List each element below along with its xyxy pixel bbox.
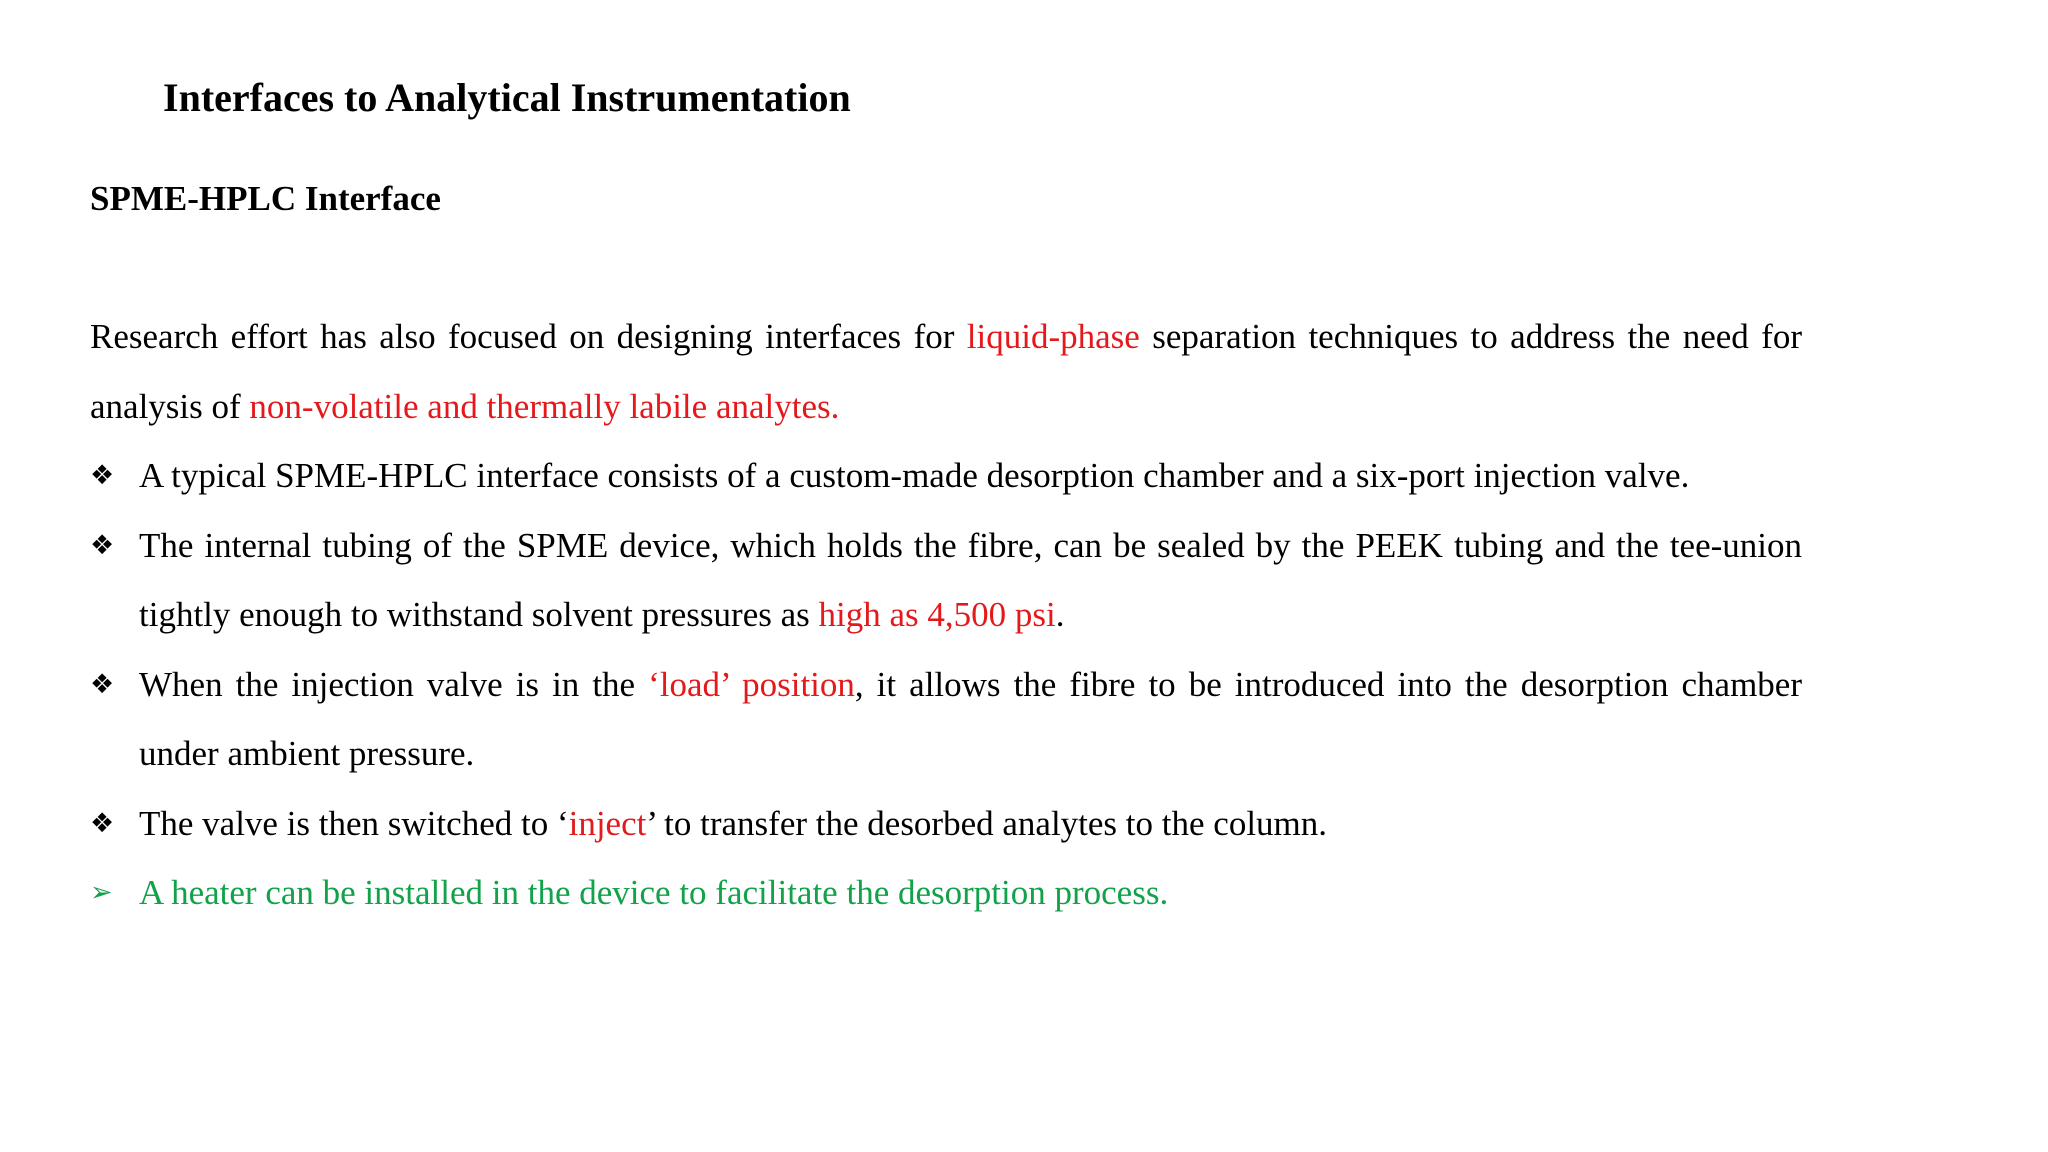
bullet-text: A typical SPME-HPLC interface consists of a custom-made desorption chamber and a six-port injection valve. [139,456,1690,495]
bullet-text: The valve is then switched to ‘ [139,803,569,843]
intro-text-2: separation techniques to address the need for analysis of [90,317,1802,426]
bullet-highlight-load: ‘load’ position [648,664,855,704]
bullet-item-load-position [90,650,1802,789]
bullet-text-end: . [1055,595,1065,634]
note-text: A heater can be installed in the device to facilitate the desorption process. [139,873,1169,912]
bullet-text: The internal tubing of the SPME device, which holds the fibre, can be sealed by the PEEK tubing and the tee-union tightly enough to withstand solvent pressures as [139,525,1802,634]
diamond-bullet-icon: ❖ [90,807,115,839]
slide-body [90,302,1802,928]
bullet-text-end: , it allows the fibre to be introduced into the desorption chamber under ambient pressure. [139,664,1802,773]
intro-text-1: Research effort has also focused on designing interfaces for [90,317,967,356]
bullet-item-inject [90,789,1802,859]
intro-highlight-analytes: non-volatile and thermally labile analytes. [249,386,840,426]
bullet-item-interface [90,441,1802,511]
bullet-highlight-pressure: high as 4,500 psi [818,595,1056,634]
bullet-text-end: ’ to transfer the desorbed analytes to the column. [646,803,1328,843]
diamond-bullet-icon: ❖ [90,460,115,491]
slide-title: Interfaces to Analytical Instrumentation [163,75,851,120]
intro-highlight-liquid-phase: liquid-phase [966,317,1140,356]
note-item-heater [90,858,1802,928]
diamond-bullet-icon: ❖ [90,668,115,700]
bullet-text: When the injection valve is in the [139,664,649,704]
diamond-bullet-icon: ❖ [90,529,115,561]
intro-paragraph [90,302,1802,441]
bullet-item-tubing [90,511,1802,650]
bullet-highlight-inject: inject [568,803,647,843]
section-heading: SPME-HPLC Interface [90,179,441,218]
arrow-bullet-icon: ➢ [90,877,113,908]
